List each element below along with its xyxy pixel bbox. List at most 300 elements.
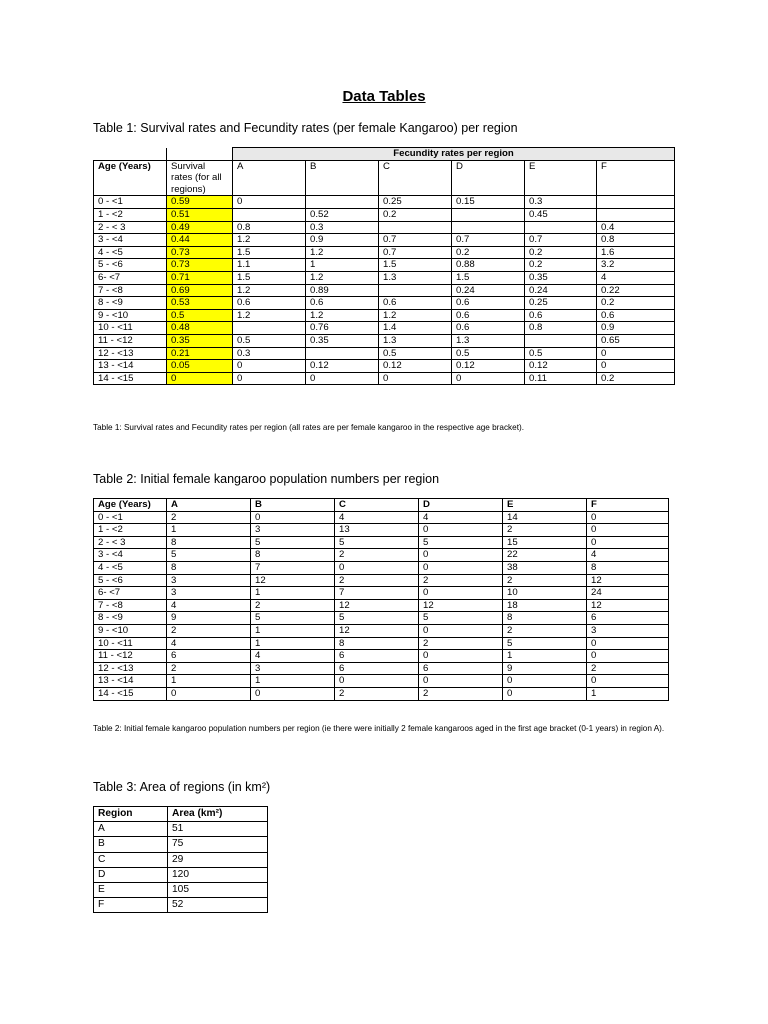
table-row xyxy=(94,259,675,272)
population-cell: 38 xyxy=(503,561,587,574)
fecundity-cell: 0.12 xyxy=(452,360,525,373)
population-cell: 8 xyxy=(335,637,419,650)
fecundity-cell xyxy=(306,347,379,360)
population-cell: 0 xyxy=(335,561,419,574)
table3-header-row xyxy=(94,807,268,822)
population-cell: 0 xyxy=(587,637,669,650)
population-cell: 5 xyxy=(419,536,503,549)
age-cell: 8 - <9 xyxy=(94,612,167,625)
fecundity-cell: 0.25 xyxy=(525,297,597,310)
fecundity-cell: 0.15 xyxy=(452,196,525,209)
fecundity-cell: 0.2 xyxy=(452,246,525,259)
age-cell: 7 - <8 xyxy=(94,284,167,297)
population-cell: 1 xyxy=(167,524,251,537)
table-row xyxy=(94,234,675,247)
fecundity-cell: 0.7 xyxy=(452,234,525,247)
population-cell: 7 xyxy=(251,561,335,574)
region-column-header: E xyxy=(503,499,587,512)
fecundity-cell: 4 xyxy=(597,271,675,284)
fecundity-cell: 0.6 xyxy=(233,297,306,310)
population-cell: 0 xyxy=(419,549,503,562)
fecundity-cell: 1.5 xyxy=(379,259,452,272)
age-cell: 12 - <13 xyxy=(94,662,167,675)
population-cell: 2 xyxy=(335,687,419,700)
population-cell: 6 xyxy=(335,662,419,675)
fecundity-cell xyxy=(379,284,452,297)
region-cell: B xyxy=(94,837,168,852)
population-cell: 13 xyxy=(335,524,419,537)
population-cell: 0 xyxy=(251,687,335,700)
population-cell: 12 xyxy=(335,599,419,612)
area-cell: 120 xyxy=(168,867,268,882)
fecundity-cell: 1.5 xyxy=(452,271,525,284)
table2-caption: Table 2: Initial female kangaroo population numbers per region xyxy=(93,472,440,486)
survival-rate-cell: 0.5 xyxy=(167,309,233,322)
fecundity-cell: 1.2 xyxy=(233,309,306,322)
population-cell: 8 xyxy=(587,561,669,574)
region-column-header: B xyxy=(306,160,379,196)
region-column-header: F xyxy=(597,160,675,196)
survival-column-header: Survival rates (for all regions) xyxy=(167,160,233,196)
fecundity-cell xyxy=(452,221,525,234)
fecundity-cell: 0 xyxy=(379,372,452,385)
population-cell: 0 xyxy=(419,624,503,637)
table-row xyxy=(94,284,675,297)
table-row xyxy=(94,549,669,562)
fecundity-cell: 0.35 xyxy=(306,334,379,347)
population-cell: 7 xyxy=(335,587,419,600)
fecundity-cell: 1.3 xyxy=(379,271,452,284)
fecundity-cell: 1 xyxy=(306,259,379,272)
population-cell: 0 xyxy=(587,675,669,688)
population-cell: 1 xyxy=(251,587,335,600)
fecundity-cell: 0 xyxy=(233,196,306,209)
age-cell: 5 - <6 xyxy=(94,259,167,272)
fecundity-cell xyxy=(452,208,525,221)
population-cell: 0 xyxy=(587,536,669,549)
fecundity-cell xyxy=(597,208,675,221)
fecundity-cell xyxy=(379,221,452,234)
fecundity-cell: 0.6 xyxy=(306,297,379,310)
fecundity-cell: 0.2 xyxy=(597,297,675,310)
population-cell: 0 xyxy=(167,687,251,700)
fecundity-cell: 0.65 xyxy=(597,334,675,347)
fecundity-group-header: Fecundity rates per region xyxy=(233,148,675,161)
age-cell: 2 - < 3 xyxy=(94,536,167,549)
population-cell: 14 xyxy=(503,511,587,524)
age-cell: 14 - <15 xyxy=(94,687,167,700)
fecundity-cell: 0.6 xyxy=(525,309,597,322)
fecundity-cell: 0.12 xyxy=(379,360,452,373)
table-row xyxy=(94,687,669,700)
population-cell: 5 xyxy=(503,637,587,650)
population-cell: 4 xyxy=(335,511,419,524)
age-cell: 6- <7 xyxy=(94,587,167,600)
fecundity-cell: 1.2 xyxy=(233,234,306,247)
fecundity-cell: 0.12 xyxy=(306,360,379,373)
population-cell: 3 xyxy=(167,587,251,600)
region-column-header: E xyxy=(525,160,597,196)
fecundity-cell: 0.3 xyxy=(306,221,379,234)
survival-rate-cell: 0.44 xyxy=(167,234,233,247)
population-cell: 0 xyxy=(419,524,503,537)
page-title: Data Tables xyxy=(342,88,426,105)
age-cell: 9 - <10 xyxy=(94,624,167,637)
survival-rate-cell: 0.48 xyxy=(167,322,233,335)
population-cell: 1 xyxy=(503,650,587,663)
fecundity-cell: 0.52 xyxy=(306,208,379,221)
fecundity-cell: 0.11 xyxy=(525,372,597,385)
table-row xyxy=(94,612,669,625)
age-cell: 13 - <14 xyxy=(94,675,167,688)
fecundity-cell: 1.4 xyxy=(379,322,452,335)
table-row xyxy=(94,837,268,852)
table-row xyxy=(94,624,669,637)
age-column-header: Age (Years) xyxy=(94,160,167,196)
table-row xyxy=(94,334,675,347)
fecundity-cell xyxy=(306,196,379,209)
fecundity-cell: 0 xyxy=(452,372,525,385)
region-column-header: F xyxy=(587,499,669,512)
table-row xyxy=(94,587,669,600)
population-cell: 3 xyxy=(251,662,335,675)
region-column-header: A xyxy=(233,160,306,196)
population-cell: 2 xyxy=(335,549,419,562)
fecundity-cell: 0.8 xyxy=(233,221,306,234)
table1-caption: Table 1: Survival rates and Fecundity rates (per female Kangaroo) per region xyxy=(93,121,518,135)
population-cell: 18 xyxy=(503,599,587,612)
table3-region-areas xyxy=(93,806,268,913)
table-row xyxy=(94,574,669,587)
age-cell: 4 - <5 xyxy=(94,246,167,259)
fecundity-cell: 1.6 xyxy=(597,246,675,259)
fecundity-cell: 1.2 xyxy=(306,246,379,259)
table-row xyxy=(94,898,268,913)
table-row xyxy=(94,309,675,322)
fecundity-cell: 0.2 xyxy=(379,208,452,221)
fecundity-cell: 0.5 xyxy=(233,334,306,347)
table-row xyxy=(94,822,268,837)
population-cell: 6 xyxy=(335,650,419,663)
table-row xyxy=(94,511,669,524)
region-column-header: C xyxy=(335,499,419,512)
population-cell: 5 xyxy=(335,612,419,625)
population-cell: 5 xyxy=(251,536,335,549)
fecundity-cell: 0.2 xyxy=(597,372,675,385)
table1-survival-fecundity xyxy=(93,147,675,385)
fecundity-cell: 1.5 xyxy=(233,246,306,259)
region-cell: E xyxy=(94,883,168,898)
population-cell: 0 xyxy=(419,561,503,574)
fecundity-cell: 0.45 xyxy=(525,208,597,221)
fecundity-cell: 1.2 xyxy=(233,284,306,297)
population-cell: 0 xyxy=(419,675,503,688)
age-cell: 2 - < 3 xyxy=(94,221,167,234)
region-column-header: B xyxy=(251,499,335,512)
table3-body xyxy=(94,822,268,913)
population-cell: 4 xyxy=(167,637,251,650)
population-cell: 4 xyxy=(251,650,335,663)
age-cell: 6- <7 xyxy=(94,271,167,284)
survival-rate-cell: 0.05 xyxy=(167,360,233,373)
population-cell: 2 xyxy=(167,662,251,675)
fecundity-cell xyxy=(233,322,306,335)
survival-rate-cell: 0.21 xyxy=(167,347,233,360)
age-cell: 9 - <10 xyxy=(94,309,167,322)
age-cell: 12 - <13 xyxy=(94,347,167,360)
fecundity-cell: 0 xyxy=(233,372,306,385)
population-cell: 12 xyxy=(335,624,419,637)
population-cell: 9 xyxy=(503,662,587,675)
fecundity-cell: 0 xyxy=(233,360,306,373)
table-row xyxy=(94,221,675,234)
fecundity-cell xyxy=(525,221,597,234)
area-cell: 29 xyxy=(168,852,268,867)
population-cell: 5 xyxy=(335,536,419,549)
population-cell: 5 xyxy=(419,612,503,625)
age-cell: 3 - <4 xyxy=(94,549,167,562)
survival-rate-cell: 0.53 xyxy=(167,297,233,310)
table-row xyxy=(94,246,675,259)
population-cell: 2 xyxy=(503,574,587,587)
age-cell: 8 - <9 xyxy=(94,297,167,310)
age-cell: 11 - <12 xyxy=(94,650,167,663)
fecundity-cell: 0.7 xyxy=(379,234,452,247)
population-cell: 12 xyxy=(251,574,335,587)
fecundity-cell: 0.12 xyxy=(525,360,597,373)
population-cell: 22 xyxy=(503,549,587,562)
population-cell: 3 xyxy=(587,624,669,637)
age-cell: 1 - <2 xyxy=(94,524,167,537)
fecundity-cell: 0.5 xyxy=(525,347,597,360)
age-cell: 13 - <14 xyxy=(94,360,167,373)
population-cell: 3 xyxy=(251,524,335,537)
population-cell: 2 xyxy=(503,624,587,637)
population-cell: 6 xyxy=(419,662,503,675)
table-row xyxy=(94,271,675,284)
fecundity-cell: 0.24 xyxy=(525,284,597,297)
table-row xyxy=(94,637,669,650)
age-cell: 10 - <11 xyxy=(94,637,167,650)
fecundity-cell: 0.5 xyxy=(379,347,452,360)
population-cell: 8 xyxy=(167,536,251,549)
population-cell: 0 xyxy=(335,675,419,688)
survival-rate-cell: 0.49 xyxy=(167,221,233,234)
population-cell: 4 xyxy=(167,599,251,612)
fecundity-cell xyxy=(233,208,306,221)
fecundity-cell: 0.89 xyxy=(306,284,379,297)
table-row xyxy=(94,322,675,335)
fecundity-cell: 0.4 xyxy=(597,221,675,234)
population-cell: 0 xyxy=(503,687,587,700)
table2-note: Table 2: Initial female kangaroo population numbers per region (ie there were initially 2 female kangaroos aged in the first age bracket (0-1 years) in region A). xyxy=(93,724,665,733)
table-row xyxy=(94,196,675,209)
fecundity-cell: 1.2 xyxy=(306,271,379,284)
population-cell: 1 xyxy=(251,675,335,688)
population-cell: 1 xyxy=(251,637,335,650)
age-cell: 4 - <5 xyxy=(94,561,167,574)
fecundity-cell: 0.2 xyxy=(525,246,597,259)
population-cell: 0 xyxy=(419,587,503,600)
fecundity-cell: 0 xyxy=(597,360,675,373)
fecundity-cell: 0.6 xyxy=(379,297,452,310)
survival-rate-cell: 0.71 xyxy=(167,271,233,284)
table-row xyxy=(94,561,669,574)
area-cell: 52 xyxy=(168,898,268,913)
region-cell: F xyxy=(94,898,168,913)
survival-rate-cell: 0.35 xyxy=(167,334,233,347)
age-cell: 10 - <11 xyxy=(94,322,167,335)
area-cell: 75 xyxy=(168,837,268,852)
fecundity-cell: 0.3 xyxy=(525,196,597,209)
fecundity-cell: 0.9 xyxy=(597,322,675,335)
age-cell: 0 - <1 xyxy=(94,511,167,524)
region-column-header: Region xyxy=(94,807,168,822)
fecundity-cell: 0.2 xyxy=(525,259,597,272)
population-cell: 1 xyxy=(251,624,335,637)
population-cell: 2 xyxy=(167,511,251,524)
survival-rate-cell: 0 xyxy=(167,372,233,385)
table-row xyxy=(94,372,675,385)
fecundity-cell: 0.6 xyxy=(452,309,525,322)
fecundity-cell: 0.6 xyxy=(452,297,525,310)
fecundity-cell: 1.2 xyxy=(379,309,452,322)
population-cell: 12 xyxy=(587,599,669,612)
survival-rate-cell: 0.51 xyxy=(167,208,233,221)
age-column-header: Age (Years) xyxy=(94,499,167,512)
population-cell: 8 xyxy=(251,549,335,562)
population-cell: 3 xyxy=(167,574,251,587)
population-cell: 0 xyxy=(419,650,503,663)
population-cell: 5 xyxy=(251,612,335,625)
population-cell: 6 xyxy=(167,650,251,663)
region-column-header: C xyxy=(379,160,452,196)
population-cell: 6 xyxy=(587,612,669,625)
population-cell: 2 xyxy=(587,662,669,675)
fecundity-cell: 0.76 xyxy=(306,322,379,335)
region-column-header: D xyxy=(419,499,503,512)
fecundity-cell xyxy=(597,196,675,209)
survival-rate-cell: 0.69 xyxy=(167,284,233,297)
fecundity-cell: 1.3 xyxy=(452,334,525,347)
population-cell: 4 xyxy=(419,511,503,524)
fecundity-cell: 0 xyxy=(597,347,675,360)
population-cell: 2 xyxy=(167,624,251,637)
table-row xyxy=(94,599,669,612)
fecundity-cell: 0.88 xyxy=(452,259,525,272)
fecundity-cell: 0.8 xyxy=(597,234,675,247)
table1-body xyxy=(94,196,675,385)
survival-rate-cell: 0.73 xyxy=(167,259,233,272)
survival-rate-cell: 0.73 xyxy=(167,246,233,259)
fecundity-cell: 1.2 xyxy=(306,309,379,322)
fecundity-cell: 1.5 xyxy=(233,271,306,284)
age-cell: 14 - <15 xyxy=(94,372,167,385)
age-cell: 5 - <6 xyxy=(94,574,167,587)
survival-rate-cell: 0.59 xyxy=(167,196,233,209)
table-row xyxy=(94,867,268,882)
population-cell: 2 xyxy=(419,574,503,587)
fecundity-cell: 1.1 xyxy=(233,259,306,272)
fecundity-cell: 0.25 xyxy=(379,196,452,209)
population-cell: 0 xyxy=(251,511,335,524)
table-row xyxy=(94,347,675,360)
area-column-header: Area (km²) xyxy=(168,807,268,822)
fecundity-cell: 0.3 xyxy=(233,347,306,360)
population-cell: 1 xyxy=(167,675,251,688)
population-cell: 2 xyxy=(335,574,419,587)
fecundity-cell xyxy=(525,334,597,347)
table-row xyxy=(94,650,669,663)
population-cell: 0 xyxy=(503,675,587,688)
age-cell: 0 - <1 xyxy=(94,196,167,209)
region-column-header: A xyxy=(167,499,251,512)
table1-note: Table 1: Survival rates and Fecundity rates per region (all rates are per female kangaroo in the respective age bracket). xyxy=(93,423,524,432)
population-cell: 2 xyxy=(419,637,503,650)
population-cell: 9 xyxy=(167,612,251,625)
age-cell: 11 - <12 xyxy=(94,334,167,347)
table3-caption: Table 3: Area of regions (in km²) xyxy=(93,780,271,794)
fecundity-cell: 0 xyxy=(306,372,379,385)
fecundity-cell: 1.3 xyxy=(379,334,452,347)
area-cell: 105 xyxy=(168,883,268,898)
region-cell: C xyxy=(94,852,168,867)
fecundity-cell: 0.6 xyxy=(597,309,675,322)
table-row xyxy=(94,883,268,898)
population-cell: 8 xyxy=(167,561,251,574)
region-column-header: D xyxy=(452,160,525,196)
population-cell: 12 xyxy=(587,574,669,587)
population-cell: 10 xyxy=(503,587,587,600)
age-cell: 7 - <8 xyxy=(94,599,167,612)
fecundity-cell: 0.8 xyxy=(525,322,597,335)
table2-initial-population xyxy=(93,498,669,701)
population-cell: 8 xyxy=(503,612,587,625)
population-cell: 4 xyxy=(587,549,669,562)
population-cell: 24 xyxy=(587,587,669,600)
population-cell: 2 xyxy=(251,599,335,612)
population-cell: 0 xyxy=(587,511,669,524)
population-cell: 5 xyxy=(167,549,251,562)
fecundity-cell: 0.9 xyxy=(306,234,379,247)
area-cell: 51 xyxy=(168,822,268,837)
population-cell: 1 xyxy=(587,687,669,700)
table-row xyxy=(94,852,268,867)
fecundity-cell: 0.35 xyxy=(525,271,597,284)
fecundity-cell: 0.5 xyxy=(452,347,525,360)
table2-header-row xyxy=(94,499,669,512)
table-row xyxy=(94,662,669,675)
population-cell: 2 xyxy=(503,524,587,537)
table-row xyxy=(94,675,669,688)
region-cell: D xyxy=(94,867,168,882)
table-row xyxy=(94,208,675,221)
table-row xyxy=(94,524,669,537)
population-cell: 12 xyxy=(419,599,503,612)
age-cell: 3 - <4 xyxy=(94,234,167,247)
population-cell: 0 xyxy=(587,650,669,663)
fecundity-cell: 0.7 xyxy=(525,234,597,247)
table-row xyxy=(94,360,675,373)
fecundity-cell: 0.24 xyxy=(452,284,525,297)
fecundity-cell: 0.22 xyxy=(597,284,675,297)
age-cell: 1 - <2 xyxy=(94,208,167,221)
region-cell: A xyxy=(94,822,168,837)
fecundity-cell: 0.6 xyxy=(452,322,525,335)
population-cell: 0 xyxy=(587,524,669,537)
table-row xyxy=(94,297,675,310)
population-cell: 15 xyxy=(503,536,587,549)
